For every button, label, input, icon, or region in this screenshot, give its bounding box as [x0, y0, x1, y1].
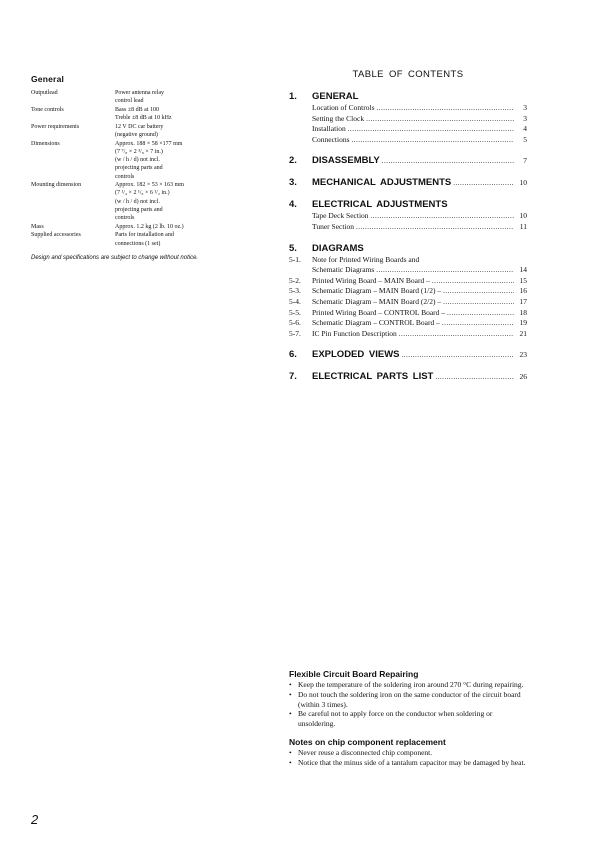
toc-section	[289, 243, 527, 340]
toc-page-number: 4	[523, 124, 527, 134]
toc-section-heading[interactable]	[289, 155, 527, 167]
spec-row	[31, 106, 246, 122]
toc-entry[interactable]	[289, 265, 527, 276]
toc-section	[289, 371, 527, 383]
toc-leader-dots	[447, 308, 514, 319]
specs-title: General	[31, 74, 65, 84]
spec-label: Power requirements	[31, 123, 80, 130]
toc-page-number: 10	[519, 211, 527, 221]
spec-label: Outputlead	[31, 90, 58, 96]
toc-leader-dots	[435, 371, 514, 383]
spec-label: Supplied accessories	[31, 232, 81, 239]
toc-section-heading[interactable]	[289, 91, 527, 103]
toc-page-number: 7	[523, 156, 527, 166]
spec-rows	[31, 89, 246, 248]
spec-value-line: (7 ¹/₄ × 2 ¹/₈ × 6 ¹/₂ in.)	[115, 190, 170, 197]
spec-value-line: controls	[115, 215, 135, 222]
toc-entry[interactable]	[289, 276, 527, 287]
toc-entry[interactable]	[289, 135, 527, 146]
bullet-icon: •	[289, 680, 292, 689]
toc-page-number: 10	[519, 178, 527, 188]
toc-section	[289, 349, 527, 361]
toc-page-number: 21	[519, 328, 527, 338]
spec-value-line: control lead	[115, 98, 144, 105]
bullet-icon: •	[289, 689, 292, 699]
repair-notes	[289, 669, 527, 776]
toc-section-name: MECHANICAL ADJUSTMENTS	[312, 177, 452, 189]
toc-entry-number: 5-2.	[289, 275, 301, 285]
spec-value	[115, 231, 246, 247]
spec-row	[31, 123, 246, 139]
toc-entry[interactable]	[289, 286, 527, 297]
spec-value-line: connections (1 set)	[115, 240, 161, 247]
toc-leader-dots	[348, 124, 514, 135]
toc-entry[interactable]	[289, 222, 527, 233]
toc-section-number: 7.	[289, 371, 297, 383]
spec-row	[31, 223, 246, 231]
toc-entry[interactable]	[289, 297, 527, 308]
note-text: Keep the temperature of the soldering iron around 270 °C during repairing.	[298, 680, 524, 689]
spec-label: Dimensions	[31, 140, 60, 147]
toc-page-number: 14	[519, 265, 527, 275]
toc-leader-dots	[442, 318, 514, 329]
spec-disclaimer: Design and specifications are subject to change without notice.	[31, 254, 199, 261]
toc-entry[interactable]	[289, 211, 527, 222]
spec-value-line: Approx. 1.2 kg (2 lb. 10 oz.)	[115, 223, 184, 230]
note-title: Notes on chip component replacement	[289, 736, 446, 747]
spec-value-line: controls	[115, 173, 135, 180]
toc-leader-dots	[376, 265, 514, 276]
spec-value	[115, 140, 246, 181]
toc-section-number: 2.	[289, 155, 297, 167]
note-list	[289, 748, 527, 768]
toc-entry[interactable]	[289, 308, 527, 319]
spec-value	[115, 89, 246, 105]
toc-section-name: EXPLODED VIEWS	[312, 349, 400, 361]
toc-section-heading[interactable]	[289, 349, 527, 361]
bullet-icon: •	[289, 757, 292, 767]
toc-leader-dots	[402, 349, 514, 361]
note-item	[289, 709, 527, 729]
toc-title: TABLE OF CONTENTS	[352, 69, 464, 80]
toc-entry-text: Connections	[312, 134, 350, 144]
spec-value	[115, 181, 246, 222]
spec-row	[31, 89, 246, 105]
toc-leader-dots	[366, 114, 514, 125]
note-text: Do not touch the soldering iron on the same conductor of the circuit board (within 3 times).	[298, 689, 521, 709]
toc-leader-dots	[356, 222, 514, 233]
toc-section-number: 6.	[289, 349, 297, 361]
toc-page-number: 18	[519, 307, 527, 317]
toc-entry[interactable]	[289, 124, 527, 135]
spec-value-line: Treble ±8 dB at 10 kHz	[115, 115, 172, 122]
toc-leader-dots	[453, 177, 514, 189]
toc-leader-dots	[399, 329, 514, 340]
note-text: Notice that the minus side of a tantalum capacitor may be damaged by heat.	[298, 757, 526, 767]
note-item	[289, 680, 527, 690]
toc-page-number: 16	[519, 286, 527, 296]
note-list	[289, 680, 527, 729]
spec-value-line: 12 V DC car battery	[115, 123, 164, 130]
spec-value-line: Approx. 188 × 58 ×177 mm	[115, 140, 183, 147]
toc-page-number: 3	[523, 113, 527, 123]
toc-entry-number: 5-4.	[289, 296, 301, 306]
spec-value-line: Power antenna relay	[115, 90, 164, 96]
toc-entry-text: Note for Printed Wiring Boards and	[312, 254, 420, 264]
spec-label: Tone controls	[31, 106, 64, 113]
toc-section	[289, 91, 527, 145]
toc-entry-text: Setting the Clock	[312, 113, 365, 123]
spec-label: Mounting dimension	[31, 182, 82, 189]
toc-section-number: 3.	[289, 177, 297, 189]
toc-section	[289, 199, 527, 232]
spec-value	[115, 123, 246, 139]
toc-entry-number: 5-6.	[289, 318, 301, 328]
toc-entry-text: Installation	[312, 124, 346, 134]
toc-entry-text: Schematic Diagram – MAIN Board (1/2) –	[312, 286, 442, 296]
toc-entry[interactable]	[289, 329, 527, 340]
toc-leader-dots	[377, 103, 515, 114]
toc-section-name: DIAGRAMS	[312, 242, 364, 254]
spec-value-line: (w / h / d) not incl.	[115, 157, 160, 164]
toc-section-number: 5.	[289, 242, 297, 254]
toc-section-name: ELECTRICAL PARTS LIST	[312, 371, 434, 383]
note-item	[289, 690, 527, 710]
toc-page-number: 11	[519, 221, 527, 231]
toc-entry-text: Printed Wiring Board – MAIN Board –	[312, 275, 430, 285]
toc-leader-dots	[443, 297, 514, 308]
toc-entry-number: 5-5.	[289, 307, 301, 317]
note-item	[289, 758, 527, 768]
toc-entry-text: Tape Deck Section	[312, 211, 369, 221]
toc-page-number: 19	[519, 318, 527, 328]
toc-section-number: 1.	[289, 91, 297, 102]
note-title: Flexible Circuit Board Repairing	[289, 669, 419, 679]
bullet-icon: •	[289, 747, 292, 757]
toc-section	[289, 155, 527, 167]
toc-entry-text: Tuner Section	[312, 221, 355, 231]
toc-section-name: GENERAL	[312, 91, 359, 102]
spec-label: Mass	[31, 223, 44, 230]
toc-entry-number: 5-3.	[289, 286, 301, 296]
spec-row	[31, 181, 246, 222]
toc-section-name: DISASSEMBLY	[312, 155, 380, 167]
spec-value	[115, 106, 246, 122]
toc-entry-text: Schematic Diagram – MAIN Board (2/2) –	[312, 296, 442, 306]
spec-value	[115, 223, 246, 231]
toc-leader-dots	[382, 155, 514, 167]
toc-section-heading[interactable]	[289, 371, 527, 383]
toc-page-number: 23	[519, 350, 527, 360]
note-item	[289, 748, 527, 758]
table-of-contents	[289, 91, 527, 393]
spec-value-line: (w / h / d) not incl.	[115, 198, 160, 205]
toc-page-number: 5	[523, 134, 527, 144]
toc-leader-dots	[371, 211, 514, 222]
spec-row	[31, 231, 246, 247]
toc-section-heading[interactable]	[289, 199, 527, 211]
bullet-icon: •	[289, 709, 292, 719]
page-number: 2	[31, 812, 39, 827]
toc-section-heading[interactable]	[289, 177, 527, 189]
toc-section-number: 4.	[289, 199, 297, 211]
toc-entry-text: Printed Wiring Board – CONTROL Board –	[312, 307, 446, 317]
toc-section-heading[interactable]	[289, 243, 527, 255]
toc-leader-dots	[352, 135, 515, 146]
toc-entry-text: Location of Controls	[312, 103, 375, 112]
toc-page-number: 15	[519, 275, 527, 285]
toc-section	[289, 177, 527, 189]
spec-value-line: Approx. 182 × 53 × 163 mm	[115, 182, 184, 189]
spec-value-line: Parts for installation and	[115, 232, 174, 239]
toc-leader-dots	[443, 286, 514, 297]
toc-entry-number: 5-7.	[289, 328, 301, 338]
toc-entry[interactable]	[289, 114, 527, 125]
toc-entry-text: Schematic Diagram – CONTROL Board –	[312, 318, 440, 328]
toc-entry[interactable]	[289, 255, 527, 266]
spec-value-line: (7 ⁷/₈ × 2 ³/₈ × 7 in.)	[115, 148, 163, 155]
toc-section-name: ELECTRICAL ADJUSTMENTS	[312, 199, 448, 211]
toc-entry[interactable]	[289, 103, 527, 114]
spec-row	[31, 140, 246, 181]
note-text: Never reuse a disconnected chip component.	[298, 747, 433, 757]
spec-value-line: (negative ground)	[115, 132, 158, 139]
toc-entry[interactable]	[289, 318, 527, 329]
note-text: Be careful not to apply force on the conductor when soldering or unsoldering.	[298, 709, 493, 729]
toc-page-number: 26	[519, 372, 527, 382]
toc-page-number: 17	[519, 296, 527, 306]
toc-page-number: 3	[523, 103, 527, 112]
toc-leader-dots	[432, 276, 514, 287]
spec-value-line: projecting parts and	[115, 165, 163, 172]
spec-value-line: projecting parts and	[115, 206, 163, 213]
general-specifications	[31, 74, 246, 262]
spec-value-line: Bass ±8 dB at 100	[115, 106, 159, 113]
toc-entry-text: IC Pin Function Description	[312, 328, 397, 338]
toc-entry-number: 5-1.	[289, 254, 301, 264]
toc-entry-text: Schematic Diagrams	[312, 265, 375, 275]
